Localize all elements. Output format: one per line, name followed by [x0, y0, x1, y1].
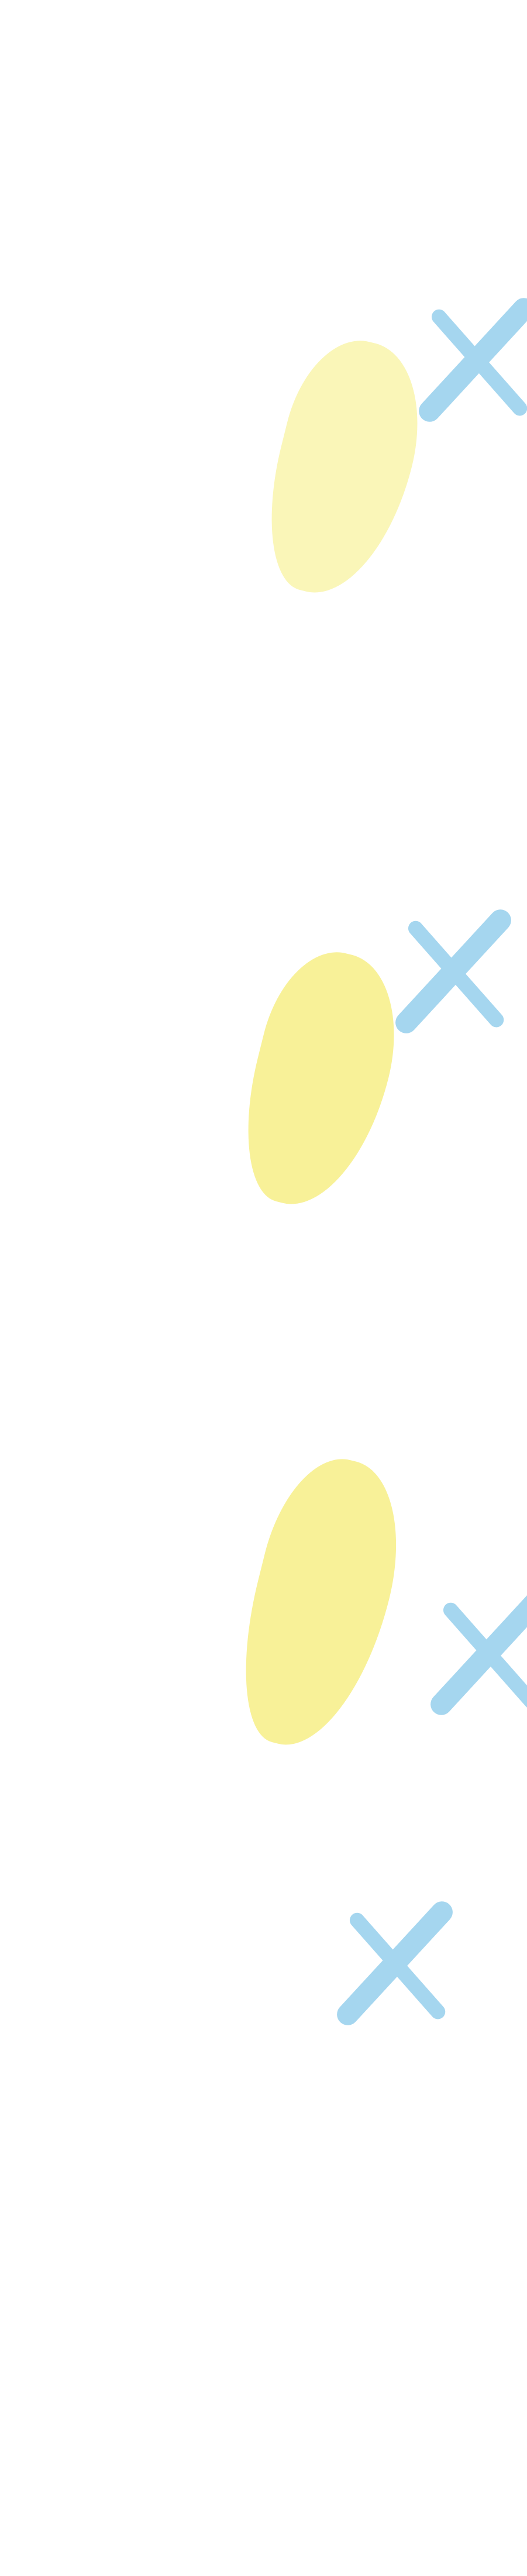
table-spot-market	[99, 1833, 427, 1924]
tianfu-watermark	[246, 1896, 521, 2171]
tianfu-watermark	[246, 904, 521, 1179]
watermark-yellow-swoosh	[225, 939, 415, 1220]
watermark-yellow-swoosh	[249, 327, 439, 609]
table-basis	[99, 1672, 427, 1736]
sugar-spread-candlestick-chart	[139, 2139, 266, 2252]
tianfu-watermark	[269, 293, 527, 568]
tianfu-logo-icon	[409, 293, 527, 427]
tianfu-logo-icon	[386, 904, 521, 1039]
table-calendar-spread	[99, 1760, 427, 1808]
sugar-warehouse-receipt-chart	[269, 2139, 453, 2252]
table-market-review	[99, 1494, 427, 1535]
tianfu-logo-icon	[421, 1586, 527, 1720]
table-outer-market	[99, 1950, 427, 2031]
table-ice-spread	[99, 2050, 427, 2101]
table-futures-market	[99, 1586, 427, 1646]
